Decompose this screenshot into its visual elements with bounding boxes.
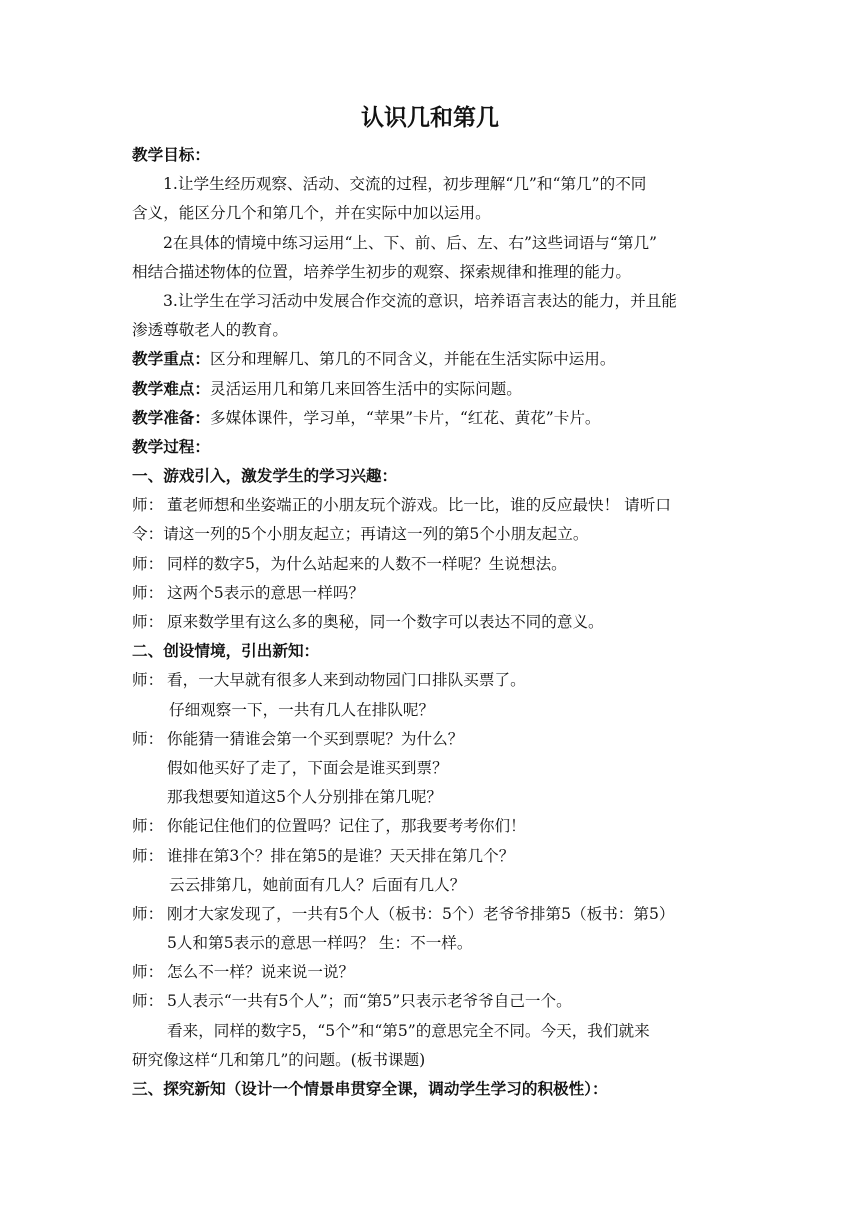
dialogue-line (132, 550, 742, 579)
dialogue-text: 怎么不一样？说来说一说？ (167, 963, 355, 982)
objectives-heading: 教学目标： (132, 146, 210, 164)
dialogue-continuation: 假如他买好了走了，下面会是谁买到票？ (167, 758, 448, 777)
speaker-label: 师： (132, 613, 164, 631)
dialogue-line (132, 608, 742, 637)
document-body (132, 141, 742, 1104)
objective-2-line-1: 2在具体的情境中练习运用“上、下、前、后、左、右”这些词语与“第几” (163, 233, 658, 252)
dialogue-text: 同样的数字5，为什么站起来的人数不一样呢？生说想法。 (167, 554, 567, 573)
document-title: 认识几和第几 (361, 105, 499, 131)
objective-3-line-2: 渗透尊敬老人的教育。 (132, 321, 288, 340)
dialogue-continuation: 那我想要知道这5个人分别排在第几呢？ (167, 788, 443, 807)
objective-1-line-2: 含义，能区分几个和第几个，并在实际中加以运用。 (132, 204, 491, 223)
dialogue-continuation: 仔细观察一下，一共有几人在排队呢？ (169, 700, 435, 719)
dialogue-text: 原来数学里有这么多的奥秘，同一个数字可以表达不同的意义。 (167, 613, 604, 631)
dialogue-text: 谁排在第3个？排在第5的是谁？天天排在第几个？ (167, 846, 515, 865)
difficulties-text: 灵活运用几和第几来回答生活中的实际问题。 (209, 379, 522, 398)
preparation-text: 多媒体课件，学习单，“苹果”卡片，“红花、黄花”卡片。 (209, 408, 601, 427)
objective-3-line-1: 3.让学生在学习活动中发展合作交流的意识，培养语言表达的能力，并且能 (163, 291, 677, 310)
dialogue-text: 刚才大家发现了，一共有5个人（板书：5个）老爷爷排第5（板书：第5） (167, 904, 675, 923)
dialogue-text: 看，一大早就有很多人来到动物园门口排队买票了。 (167, 671, 526, 690)
speaker-label: 师： (132, 992, 164, 1011)
dialogue-text: 5人表示“一共有5个人”；而“第5”只表示老爷爷自己一个。 (167, 992, 572, 1011)
speaker-label: 师： (132, 817, 164, 836)
dialogue-continuation: 令：请这一列的5个小朋友起立；再请这一列的第5个小朋友起立。 (132, 525, 589, 544)
dialogue-line (132, 900, 742, 929)
speaker-label: 师： (132, 583, 164, 602)
section-1-heading: 一、游戏引入，激发学生的学习兴趣： (132, 467, 398, 486)
dialogue-continuation: 云云排第几，她前面有几人？后面有几人？ (169, 875, 466, 894)
speaker-label: 师： (132, 904, 164, 923)
dialogue-line (132, 491, 742, 520)
speaker-label: 师： (132, 671, 164, 690)
speaker-label: 师： (132, 963, 164, 982)
objective-1-line-1: 1.让学生经历观察、活动、交流的过程，初步理解“几”和“第几”的不同 (163, 175, 647, 194)
dialogue-continuation: 研究像这样“几和第几”的问题。(板书课题) (132, 1050, 426, 1069)
difficulties-row (132, 375, 742, 404)
dialogue-continuation: 看来，同样的数字5，“5个”和“第5”的意思完全不同。今天，我们就来 (167, 1021, 650, 1040)
key-points-label: 教学重点： (132, 350, 210, 369)
speaker-label: 师： (132, 554, 164, 573)
key-points-text: 区分和理解几、第几的不同含义，并能在生活实际中运用。 (209, 350, 616, 369)
key-points-row (132, 345, 742, 374)
objective-2-line-2: 相结合描述物体的位置，培养学生初步的观察、探索规律和推理的能力。 (132, 262, 632, 281)
speaker-label: 师： (132, 729, 164, 748)
speaker-label: 师： (132, 496, 164, 515)
section-3-heading: 三、探究新知（设计一个情景串贯穿全课，调动学生学习的积极性）： (132, 1080, 608, 1098)
section-2-heading: 二、创设情境，引出新知： (132, 642, 320, 661)
dialogue-text: 这两个5表示的意思一样吗？ (167, 583, 365, 602)
dialogue-line (132, 842, 742, 871)
dialogue-line (132, 987, 742, 1016)
process-heading: 教学过程： (132, 437, 210, 456)
dialogue-line (132, 666, 742, 695)
dialogue-line (132, 812, 742, 841)
dialogue-continuation: 5人和第5表示的意思一样吗？ 生：不一样。 (167, 934, 473, 953)
dialogue-line (132, 958, 742, 987)
dialogue-line (132, 725, 742, 754)
dialogue-text: 你能猜一猜谁会第一个买到票呢？为什么？ (167, 729, 464, 748)
preparation-label: 教学准备： (132, 408, 210, 427)
dialogue-text: 董老师想和坐姿端正的小朋友玩个游戏。比一比，谁的反应最快！ 请听口 (167, 496, 671, 515)
dialogue-text: 你能记住他们的位置吗？记住了，那我要考考你们！ (167, 817, 526, 836)
speaker-label: 师： (132, 846, 164, 865)
dialogue-line (132, 579, 742, 608)
difficulties-label: 教学难点： (132, 379, 210, 398)
preparation-row (132, 404, 742, 433)
